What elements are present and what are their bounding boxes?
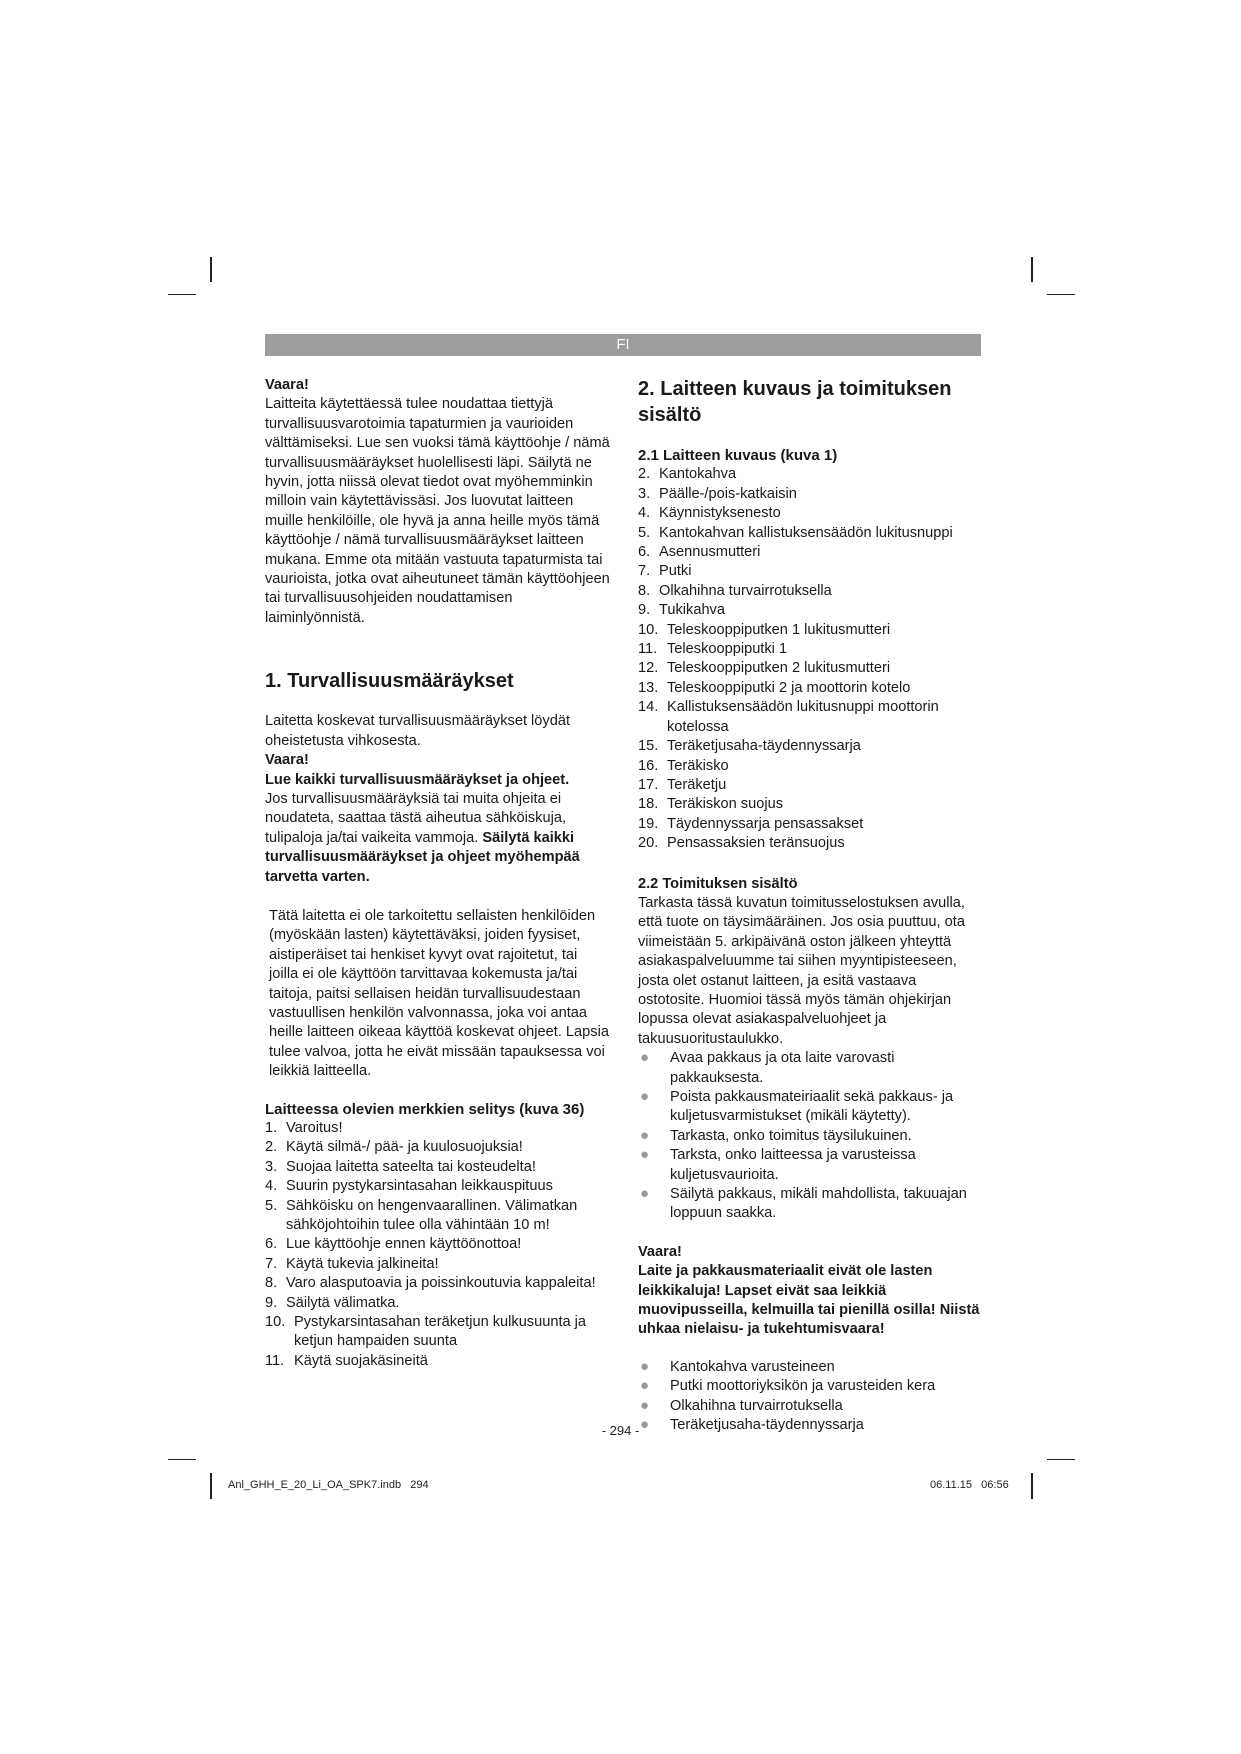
- parts-list: [638, 465, 983, 620]
- list-item: 15. Teräketjusaha-täydennyssarja: [638, 738, 861, 755]
- page-number: - 294 -: [601, 1423, 640, 1438]
- list-item: 11. Käytä suojakäsineitä: [265, 1352, 428, 1369]
- crop-mark: [168, 1459, 196, 1460]
- warning-2-bold-2: Säilytä kaikki turvallisuusmääräykset ja ohjeet myöhempää tarvetta varten.: [265, 829, 580, 885]
- language-label: FI: [616, 336, 630, 353]
- crop-mark: [168, 294, 196, 295]
- list-item: 3. Päälle-/pois-katkaisin: [638, 485, 797, 502]
- list-item: 8. Varo alasputoavia ja poissinkoutuvia kappaleita!: [265, 1275, 596, 1292]
- list-item: ● Tarksta, onko laitteessa ja varusteissa kuljetusvaurioita.: [640, 1146, 916, 1183]
- section-2-heading: 2. Laitteen kuvaus ja toimituksen sisältö: [638, 378, 952, 426]
- list-item: 9. Tukikahva: [638, 602, 725, 619]
- symbols-heading: Laitteessa olevien merkkien selitys (kuva 36): [265, 1100, 585, 1118]
- warning-2-title: Vaara!: [265, 752, 309, 769]
- crop-mark: [1031, 1473, 1033, 1499]
- list-item: 5. Sähköisku on hengenvaarallinen. Välimatkan sähköjohtoihin tulee olla vähintään 10 m!: [265, 1197, 578, 1234]
- list-item: ● Avaa pakkaus ja ota laite varovasti pakkauksesta.: [640, 1049, 895, 1086]
- unpacking-steps-list: [638, 1049, 983, 1224]
- crop-mark: [1047, 1459, 1075, 1460]
- right-column: [638, 376, 983, 1436]
- list-item: ● Teräketjusaha-täydennyssarja: [640, 1416, 864, 1434]
- left-column: [265, 376, 610, 1371]
- section-1-heading: 1. Turvallisuusmääräykset: [265, 670, 514, 693]
- list-item: 18. Teräkiskon suojus: [638, 796, 783, 813]
- warning-title: Vaara!: [265, 377, 309, 393]
- list-item: 1. Varoitus!: [265, 1120, 343, 1136]
- bullet-icon: ●: [640, 1146, 650, 1164]
- list-item: ● Säilytä pakkaus, mikäli mahdollista, takuuajan loppuun saakka.: [640, 1185, 967, 1222]
- list-item: 5. Kantokahvan kallistuksensäädön lukitusnuppi: [638, 524, 953, 541]
- bullet-icon: ●: [640, 1357, 650, 1375]
- list-item: 8. Olkahihna turvairrotuksella: [638, 582, 832, 599]
- warning-3-title: Vaara!: [638, 1243, 682, 1260]
- section-1-paragraph: Laitetta koskevat turvallisuusmääräykset löydät oheistetusta vihkosesta.: [265, 713, 570, 749]
- list-item: ● Olkahihna turvairrotuksella: [640, 1396, 843, 1414]
- list-item: 7. Käytä tukevia jalkineita!: [265, 1255, 439, 1272]
- print-datetime: 06.11.15 06:56: [930, 1479, 1009, 1491]
- subsection-2-1-heading: 2.1 Laitteen kuvaus (kuva 1): [638, 447, 838, 464]
- list-item: 2. Kantokahva: [638, 466, 737, 483]
- bullet-icon: ●: [640, 1396, 650, 1414]
- language-header-band: [265, 334, 981, 356]
- crop-mark: [1047, 294, 1075, 295]
- crop-mark: [210, 1473, 212, 1499]
- list-item: 19. Täydennyssarja pensassakset: [638, 815, 864, 832]
- crop-mark: [1031, 257, 1033, 282]
- list-item: 17. Teräketju: [638, 776, 727, 793]
- list-item: 12. Teleskooppiputken 2 lukitusmutteri: [638, 660, 891, 677]
- bullet-icon: ●: [640, 1416, 650, 1434]
- warning-3-text: Laite ja pakkausmateriaalit eivät ole lasten leikkikaluja! Lapset eivät saa leikkiä muovipusseilla, kelmuilla tai pienillä osilla! Niistä uhkaa nielaisu- ja tukehtumisvaara!: [638, 1263, 980, 1338]
- warning-2-paragraph: [265, 790, 610, 887]
- list-item: 6. Lue käyttöohje ennen käyttöönottoa!: [265, 1236, 522, 1253]
- list-item: ● Putki moottoriyksikön ja varusteiden kera: [640, 1377, 936, 1395]
- bullet-icon: ●: [640, 1088, 650, 1105]
- symbols-list-continued: [265, 1313, 610, 1371]
- list-item: 7. Putki: [638, 563, 692, 580]
- list-item: ● Tarkasta, onko toimitus täysilukuinen.: [640, 1126, 912, 1144]
- list-item: 20. Pensassaksien teränsuojus: [638, 835, 845, 852]
- delivery-paragraph: Tarkasta tässä kuvatun toimitusselostuksen avulla, että tuote on täysimääräinen. Jos osia puuttuu, ota viimeistään 5. arkipäivänä oston jälkeen yhteyttä asiakaspalveluumme tai siihen myyntipisteeseen, josta olet ostanut laitteen, ja esitä vastaava ostotosite. Huomioi tässä myös tämän ohjekirjan lopussa olevat asiakaspalveluohjeet ja takuusuoritustaulukko.: [638, 894, 965, 1047]
- bullet-icon: ●: [640, 1377, 650, 1395]
- list-item: ● Poista pakkausmateiriaalit sekä pakkaus- ja kuljetusvarmistukset (mikäli käytetty).: [640, 1088, 954, 1125]
- symbols-list: [265, 1119, 610, 1313]
- list-item: 10. Pystykarsintasahan teräketjun kulkusuunta ja ketjun hampaiden suunta: [265, 1314, 587, 1350]
- list-item: 13. Teleskooppiputki 2 ja moottorin kotelo: [638, 679, 911, 696]
- bullet-icon: ●: [640, 1049, 650, 1067]
- list-item: ● Kantokahva varusteineen: [640, 1357, 835, 1375]
- warning-2-bold: Lue kaikki turvallisuusmääräykset ja ohjeet.: [265, 771, 570, 788]
- crop-mark: [210, 257, 212, 282]
- list-item: 11. Teleskooppiputki 1: [638, 641, 788, 658]
- bullet-icon: ●: [640, 1126, 650, 1144]
- persons-paragraph: Tätä laitetta ei ole tarkoitettu sellaisten henkilöiden (myöskään lasten) käytettäväksi, joiden fyysiset, aistiperäiset tai henkiset kyvyt ovat rajoitetut, tai joilla ei ole käyttöön tarvittavaa kokemusta ja/tai taitoja, paitsi sellaisen heidän turvallisuudestaan vastuullisen henkilön valvonnassa, joka voi antaa heille laitteen oikeaa käyttöä koskevat ohjeet. Lapsia tulee valvoa, jotta he eivät missään tapauksessa voi leikkiä laitteella.: [269, 907, 609, 1080]
- file-name: Anl_GHH_E_20_Li_OA_SPK7.indb 294: [228, 1479, 429, 1491]
- list-item: 6. Asennusmutteri: [638, 544, 761, 561]
- warning-2-text: Jos turvallisuusmääräyksiä tai muita ohjeita ei noudateta, saattaa tästä aiheutua sähköiskuja, tulipaloja ja/tai vaikeita vammoja.: [265, 790, 567, 846]
- list-item: 4. Käynnistyksenesto: [638, 505, 781, 522]
- list-item: 3. Suojaa laitetta sateelta tai kosteudelta!: [265, 1158, 536, 1175]
- list-item: 9. Säilytä välimatka.: [265, 1294, 400, 1311]
- bullet-icon: ●: [640, 1185, 650, 1203]
- parts-list-continued: [638, 621, 983, 854]
- list-item: 16. Teräkisko: [638, 757, 729, 774]
- subsection-2-2-heading: 2.2 Toimituksen sisältö: [638, 875, 798, 892]
- list-item: 4. Suurin pystykarsintasahan leikkauspituus: [265, 1178, 553, 1195]
- list-item: 2. Käytä silmä-/ pää- ja kuulosuojuksia!: [265, 1139, 523, 1156]
- list-item: 14. Kallistuksensäädön lukitusnuppi moottorin kotelossa: [638, 699, 939, 735]
- intro-paragraph: Laitteita käytettäessä tulee noudattaa tiettyjä turvallisuusvarotoimia tapaturmien ja vaurioiden välttämiseksi. Lue sen vuoksi tämä käyttöohje / nämä turvallisuusmääräykset huolellisesti läpi. Säilytä ne hyvin, jotta niissä olevat tiedot ovat myöhemminkin milloin vain käytettävissäsi. Jos luovutat laitteen muille henkilöille, ole hyvä ja anna heille myös tämä käyttöohje / nämä turvallisuusmääräykset laitteen mukana. Emme ota mitään vastuuta tapaturmista tai vaurioista, jotka ovat aiheutuneet tämän käyttöohjeen tai turvallisuusohjeiden noudattamisen laiminlyönnistä.: [265, 396, 610, 626]
- list-item: 10. Teleskooppiputken 1 lukitusmutteri: [638, 621, 891, 638]
